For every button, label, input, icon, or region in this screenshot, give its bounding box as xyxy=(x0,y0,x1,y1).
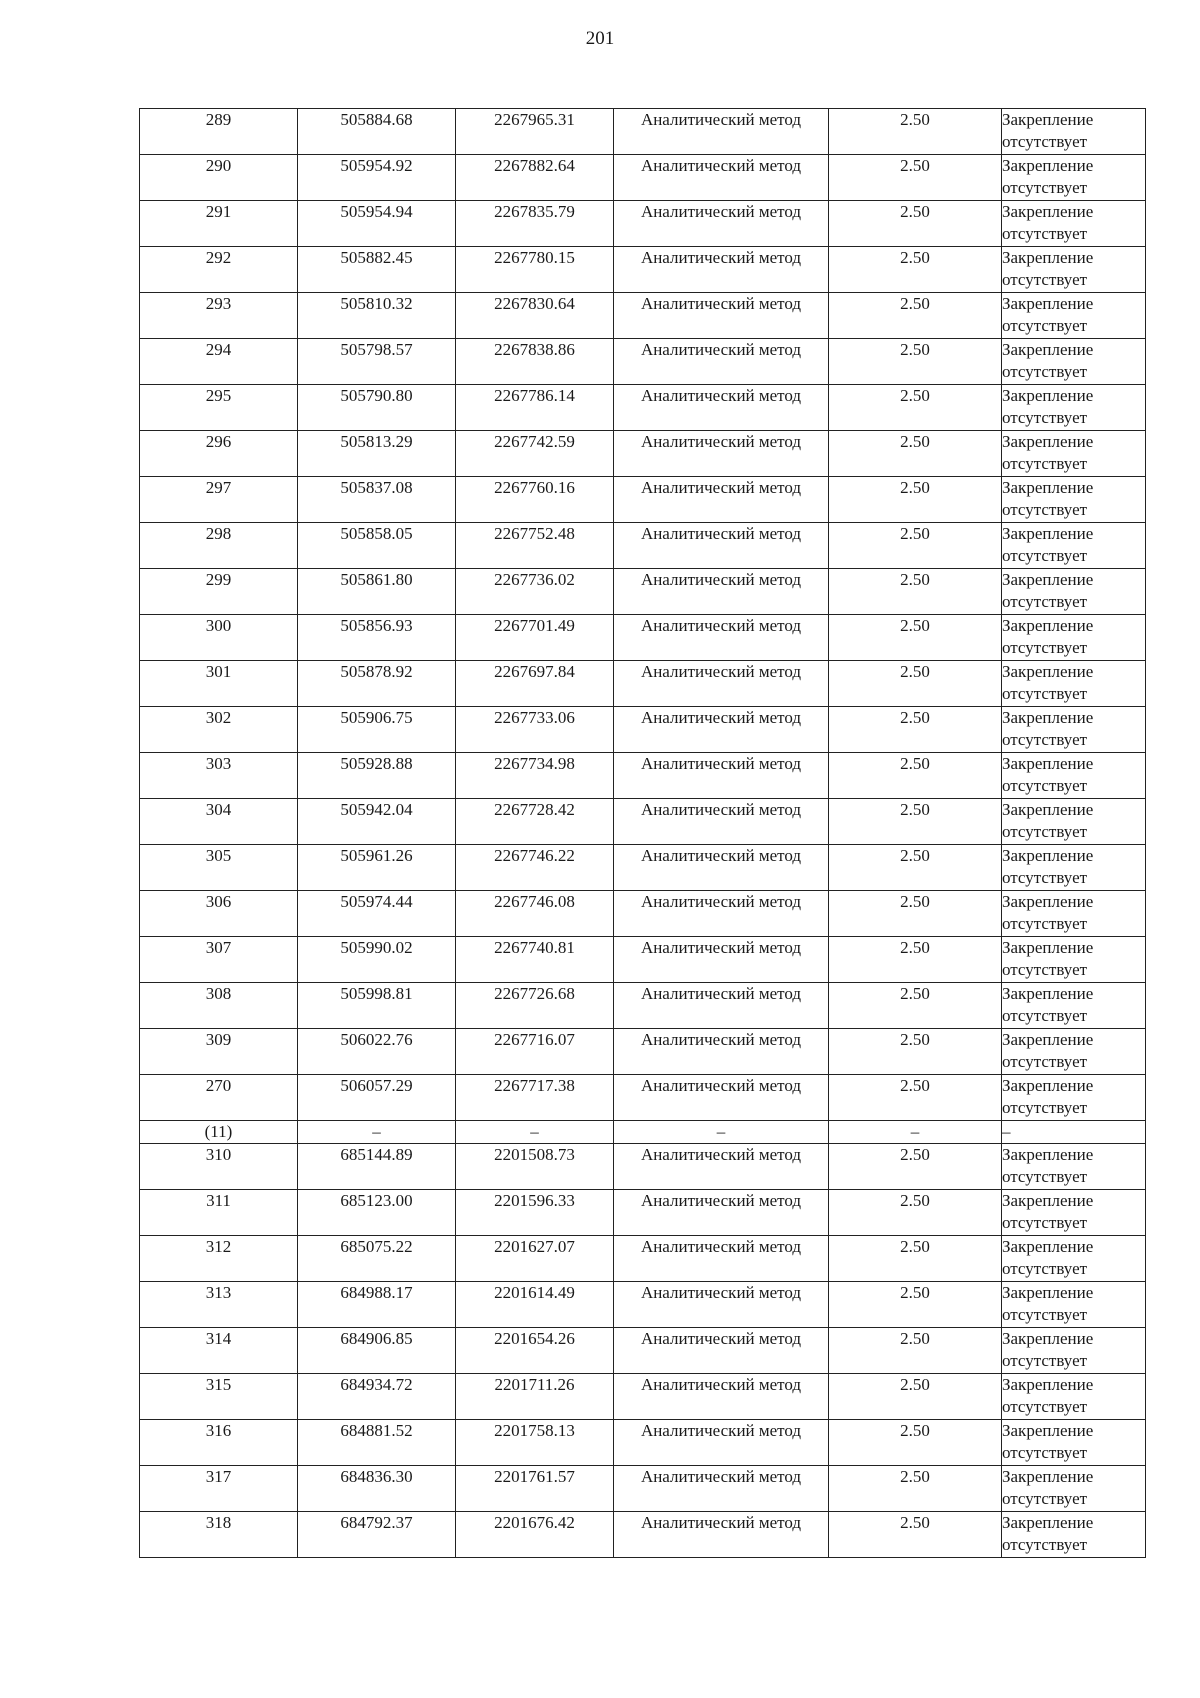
x-coordinate-cell: 685123.00 xyxy=(298,1190,456,1236)
x-coordinate-cell: 505878.92 xyxy=(298,661,456,707)
x-coordinate-cell: 505861.80 xyxy=(298,569,456,615)
accuracy-cell: 2.50 xyxy=(829,891,1002,937)
fixing-cell: Закрепление отсутствует xyxy=(1002,385,1146,431)
accuracy-cell: 2.50 xyxy=(829,339,1002,385)
accuracy-cell: 2.50 xyxy=(829,201,1002,247)
fixing-cell: Закрепление отсутствует xyxy=(1002,201,1146,247)
y-coordinate-cell: 2267726.68 xyxy=(456,983,614,1029)
x-coordinate-cell: 505906.75 xyxy=(298,707,456,753)
fixing-cell: Закрепление отсутствует xyxy=(1002,1282,1146,1328)
method-cell: Аналитический метод xyxy=(614,385,829,431)
y-coordinate-cell: 2267882.64 xyxy=(456,155,614,201)
table-row xyxy=(140,385,1146,431)
table-row xyxy=(140,1144,1146,1190)
table-row xyxy=(140,891,1146,937)
method-cell: Аналитический метод xyxy=(614,615,829,661)
method-cell: Аналитический метод xyxy=(614,1236,829,1282)
point-number-cell: 294 xyxy=(140,339,298,385)
y-coordinate-cell: 2267728.42 xyxy=(456,799,614,845)
y-coordinate-cell: 2267701.49 xyxy=(456,615,614,661)
point-number-cell: 296 xyxy=(140,431,298,477)
table-row xyxy=(140,983,1146,1029)
table-row xyxy=(140,293,1146,339)
y-coordinate-cell: 2201758.13 xyxy=(456,1420,614,1466)
accuracy-cell: 2.50 xyxy=(829,1420,1002,1466)
point-number-cell: 313 xyxy=(140,1282,298,1328)
table-row xyxy=(140,1121,1146,1144)
y-coordinate-cell: 2201508.73 xyxy=(456,1144,614,1190)
method-cell: Аналитический метод xyxy=(614,799,829,845)
accuracy-cell: 2.50 xyxy=(829,753,1002,799)
method-cell: Аналитический метод xyxy=(614,753,829,799)
table-row xyxy=(140,1236,1146,1282)
x-coordinate-cell: 505813.29 xyxy=(298,431,456,477)
point-number-cell: 312 xyxy=(140,1236,298,1282)
point-number-cell: 289 xyxy=(140,109,298,155)
point-number-cell: 310 xyxy=(140,1144,298,1190)
fixing-cell: Закрепление отсутствует xyxy=(1002,523,1146,569)
fixing-cell: Закрепление отсутствует xyxy=(1002,1328,1146,1374)
accuracy-cell: 2.50 xyxy=(829,431,1002,477)
method-cell: Аналитический метод xyxy=(614,1075,829,1121)
x-coordinate-cell: 506057.29 xyxy=(298,1075,456,1121)
accuracy-cell: 2.50 xyxy=(829,937,1002,983)
accuracy-cell: 2.50 xyxy=(829,293,1002,339)
accuracy-cell: 2.50 xyxy=(829,845,1002,891)
y-coordinate-cell: 2267733.06 xyxy=(456,707,614,753)
point-number-cell: 270 xyxy=(140,1075,298,1121)
y-coordinate-cell: 2267760.16 xyxy=(456,477,614,523)
x-coordinate-cell: 684792.37 xyxy=(298,1512,456,1558)
table-row xyxy=(140,339,1146,385)
method-cell: Аналитический метод xyxy=(614,201,829,247)
accuracy-cell: 2.50 xyxy=(829,247,1002,293)
x-coordinate-cell: 505928.88 xyxy=(298,753,456,799)
table-row xyxy=(140,707,1146,753)
method-cell: Аналитический метод xyxy=(614,1420,829,1466)
table-row xyxy=(140,661,1146,707)
accuracy-cell: 2.50 xyxy=(829,1466,1002,1512)
accuracy-cell: 2.50 xyxy=(829,1328,1002,1374)
method-cell: Аналитический метод xyxy=(614,1512,829,1558)
accuracy-cell: 2.50 xyxy=(829,523,1002,569)
fixing-cell: Закрепление отсутствует xyxy=(1002,1144,1146,1190)
y-coordinate-cell: 2267835.79 xyxy=(456,201,614,247)
x-coordinate-cell: 505998.81 xyxy=(298,983,456,1029)
fixing-cell: Закрепление отсутствует xyxy=(1002,845,1146,891)
fixing-cell: Закрепление отсутствует xyxy=(1002,891,1146,937)
fixing-cell: Закрепление отсутствует xyxy=(1002,431,1146,477)
page-number: 201 xyxy=(585,28,615,49)
fixing-cell: Закрепление отсутствует xyxy=(1002,155,1146,201)
table-row xyxy=(140,477,1146,523)
x-coordinate-cell: 505974.44 xyxy=(298,891,456,937)
point-number-cell: 315 xyxy=(140,1374,298,1420)
method-cell: Аналитический метод xyxy=(614,109,829,155)
point-number-cell: 301 xyxy=(140,661,298,707)
fixing-cell: Закрепление отсутствует xyxy=(1002,1075,1146,1121)
table-row xyxy=(140,845,1146,891)
point-number-cell: 302 xyxy=(140,707,298,753)
method-cell: Аналитический метод xyxy=(614,1029,829,1075)
table-row xyxy=(140,247,1146,293)
point-number-cell: 293 xyxy=(140,293,298,339)
point-number-cell: 316 xyxy=(140,1420,298,1466)
method-cell: Аналитический метод xyxy=(614,891,829,937)
method-cell: Аналитический метод xyxy=(614,1144,829,1190)
point-number-cell: 309 xyxy=(140,1029,298,1075)
fixing-cell: Закрепление отсутствует xyxy=(1002,477,1146,523)
y-coordinate-cell: 2267786.14 xyxy=(456,385,614,431)
point-number-cell: 297 xyxy=(140,477,298,523)
table-row xyxy=(140,1075,1146,1121)
fixing-cell: Закрепление отсутствует xyxy=(1002,339,1146,385)
y-coordinate-cell: 2267780.15 xyxy=(456,247,614,293)
y-coordinate-cell: – xyxy=(456,1121,614,1144)
method-cell: Аналитический метод xyxy=(614,1190,829,1236)
x-coordinate-cell: 684836.30 xyxy=(298,1466,456,1512)
fixing-cell: Закрепление отсутствует xyxy=(1002,293,1146,339)
x-coordinate-cell: 684906.85 xyxy=(298,1328,456,1374)
accuracy-cell: 2.50 xyxy=(829,1144,1002,1190)
accuracy-cell: 2.50 xyxy=(829,983,1002,1029)
fixing-cell: Закрепление отсутствует xyxy=(1002,1029,1146,1075)
x-coordinate-cell: – xyxy=(298,1121,456,1144)
table-row xyxy=(140,1029,1146,1075)
point-number-cell: 306 xyxy=(140,891,298,937)
y-coordinate-cell: 2201596.33 xyxy=(456,1190,614,1236)
method-cell: Аналитический метод xyxy=(614,569,829,615)
method-cell: Аналитический метод xyxy=(614,1466,829,1512)
y-coordinate-cell: 2201654.26 xyxy=(456,1328,614,1374)
table-row xyxy=(140,201,1146,247)
point-number-cell: 292 xyxy=(140,247,298,293)
point-number-cell: 307 xyxy=(140,937,298,983)
y-coordinate-cell: 2267742.59 xyxy=(456,431,614,477)
x-coordinate-cell: 505884.68 xyxy=(298,109,456,155)
y-coordinate-cell: 2267740.81 xyxy=(456,937,614,983)
point-number-cell: 299 xyxy=(140,569,298,615)
x-coordinate-cell: 505882.45 xyxy=(298,247,456,293)
fixing-cell: Закрепление отсутствует xyxy=(1002,1512,1146,1558)
accuracy-cell: – xyxy=(829,1121,1002,1144)
coordinates-table xyxy=(139,108,1146,1558)
table-row xyxy=(140,937,1146,983)
accuracy-cell: 2.50 xyxy=(829,569,1002,615)
point-number-cell: 314 xyxy=(140,1328,298,1374)
method-cell: Аналитический метод xyxy=(614,1282,829,1328)
table-row xyxy=(140,615,1146,661)
method-cell: Аналитический метод xyxy=(614,523,829,569)
accuracy-cell: 2.50 xyxy=(829,477,1002,523)
accuracy-cell: 2.50 xyxy=(829,1236,1002,1282)
table-row xyxy=(140,1512,1146,1558)
accuracy-cell: 2.50 xyxy=(829,1512,1002,1558)
y-coordinate-cell: 2201627.07 xyxy=(456,1236,614,1282)
accuracy-cell: 2.50 xyxy=(829,385,1002,431)
method-cell: Аналитический метод xyxy=(614,707,829,753)
table-row xyxy=(140,1466,1146,1512)
accuracy-cell: 2.50 xyxy=(829,1374,1002,1420)
x-coordinate-cell: 505954.92 xyxy=(298,155,456,201)
method-cell: Аналитический метод xyxy=(614,1328,829,1374)
fixing-cell: Закрепление отсутствует xyxy=(1002,753,1146,799)
method-cell: Аналитический метод xyxy=(614,845,829,891)
x-coordinate-cell: 684934.72 xyxy=(298,1374,456,1420)
point-number-cell: 290 xyxy=(140,155,298,201)
y-coordinate-cell: 2201614.49 xyxy=(456,1282,614,1328)
fixing-cell: Закрепление отсутствует xyxy=(1002,661,1146,707)
accuracy-cell: 2.50 xyxy=(829,707,1002,753)
table-row xyxy=(140,753,1146,799)
table-row xyxy=(140,799,1146,845)
fixing-cell: Закрепление отсутствует xyxy=(1002,109,1146,155)
accuracy-cell: 2.50 xyxy=(829,615,1002,661)
y-coordinate-cell: 2267838.86 xyxy=(456,339,614,385)
fixing-cell: Закрепление отсутствует xyxy=(1002,615,1146,661)
y-coordinate-cell: 2267965.31 xyxy=(456,109,614,155)
accuracy-cell: 2.50 xyxy=(829,1282,1002,1328)
x-coordinate-cell: 505810.32 xyxy=(298,293,456,339)
method-cell: Аналитический метод xyxy=(614,247,829,293)
accuracy-cell: 2.50 xyxy=(829,1075,1002,1121)
fixing-cell: Закрепление отсутствует xyxy=(1002,1466,1146,1512)
method-cell: Аналитический метод xyxy=(614,661,829,707)
method-cell: – xyxy=(614,1121,829,1144)
table-row xyxy=(140,1190,1146,1236)
point-number-cell: 291 xyxy=(140,201,298,247)
point-number-cell: 311 xyxy=(140,1190,298,1236)
y-coordinate-cell: 2201711.26 xyxy=(456,1374,614,1420)
table-row xyxy=(140,569,1146,615)
point-number-cell: 308 xyxy=(140,983,298,1029)
y-coordinate-cell: 2267734.98 xyxy=(456,753,614,799)
fixing-cell: – xyxy=(1002,1121,1146,1144)
x-coordinate-cell: 505954.94 xyxy=(298,201,456,247)
table-row xyxy=(140,109,1146,155)
y-coordinate-cell: 2267697.84 xyxy=(456,661,614,707)
y-coordinate-cell: 2267830.64 xyxy=(456,293,614,339)
accuracy-cell: 2.50 xyxy=(829,799,1002,845)
x-coordinate-cell: 505837.08 xyxy=(298,477,456,523)
method-cell: Аналитический метод xyxy=(614,339,829,385)
y-coordinate-cell: 2267716.07 xyxy=(456,1029,614,1075)
accuracy-cell: 2.50 xyxy=(829,1029,1002,1075)
x-coordinate-cell: 505990.02 xyxy=(298,937,456,983)
point-number-cell: (11) xyxy=(140,1121,298,1144)
fixing-cell: Закрепление отсутствует xyxy=(1002,1190,1146,1236)
fixing-cell: Закрепление отсутствует xyxy=(1002,569,1146,615)
accuracy-cell: 2.50 xyxy=(829,1190,1002,1236)
x-coordinate-cell: 685075.22 xyxy=(298,1236,456,1282)
table-row xyxy=(140,1420,1146,1466)
fixing-cell: Закрепление отсутствует xyxy=(1002,983,1146,1029)
point-number-cell: 303 xyxy=(140,753,298,799)
table-row xyxy=(140,1328,1146,1374)
point-number-cell: 318 xyxy=(140,1512,298,1558)
method-cell: Аналитический метод xyxy=(614,155,829,201)
table-row xyxy=(140,155,1146,201)
table-row xyxy=(140,1374,1146,1420)
table-row xyxy=(140,431,1146,477)
x-coordinate-cell: 505798.57 xyxy=(298,339,456,385)
fixing-cell: Закрепление отсутствует xyxy=(1002,1236,1146,1282)
accuracy-cell: 2.50 xyxy=(829,661,1002,707)
point-number-cell: 317 xyxy=(140,1466,298,1512)
x-coordinate-cell: 505961.26 xyxy=(298,845,456,891)
fixing-cell: Закрепление отсутствует xyxy=(1002,707,1146,753)
x-coordinate-cell: 505790.80 xyxy=(298,385,456,431)
y-coordinate-cell: 2267752.48 xyxy=(456,523,614,569)
fixing-cell: Закрепление отсутствует xyxy=(1002,247,1146,293)
fixing-cell: Закрепление отсутствует xyxy=(1002,1374,1146,1420)
y-coordinate-cell: 2267717.38 xyxy=(456,1075,614,1121)
accuracy-cell: 2.50 xyxy=(829,155,1002,201)
x-coordinate-cell: 505856.93 xyxy=(298,615,456,661)
y-coordinate-cell: 2201761.57 xyxy=(456,1466,614,1512)
coordinates-table-body xyxy=(140,109,1146,1558)
y-coordinate-cell: 2267736.02 xyxy=(456,569,614,615)
point-number-cell: 305 xyxy=(140,845,298,891)
point-number-cell: 304 xyxy=(140,799,298,845)
x-coordinate-cell: 684881.52 xyxy=(298,1420,456,1466)
point-number-cell: 298 xyxy=(140,523,298,569)
y-coordinate-cell: 2201676.42 xyxy=(456,1512,614,1558)
point-number-cell: 300 xyxy=(140,615,298,661)
table-row xyxy=(140,523,1146,569)
accuracy-cell: 2.50 xyxy=(829,109,1002,155)
method-cell: Аналитический метод xyxy=(614,293,829,339)
table-row xyxy=(140,1282,1146,1328)
x-coordinate-cell: 685144.89 xyxy=(298,1144,456,1190)
y-coordinate-cell: 2267746.22 xyxy=(456,845,614,891)
y-coordinate-cell: 2267746.08 xyxy=(456,891,614,937)
fixing-cell: Закрепление отсутствует xyxy=(1002,799,1146,845)
point-number-cell: 295 xyxy=(140,385,298,431)
x-coordinate-cell: 684988.17 xyxy=(298,1282,456,1328)
x-coordinate-cell: 505942.04 xyxy=(298,799,456,845)
method-cell: Аналитический метод xyxy=(614,937,829,983)
method-cell: Аналитический метод xyxy=(614,983,829,1029)
method-cell: Аналитический метод xyxy=(614,1374,829,1420)
method-cell: Аналитический метод xyxy=(614,431,829,477)
fixing-cell: Закрепление отсутствует xyxy=(1002,937,1146,983)
x-coordinate-cell: 505858.05 xyxy=(298,523,456,569)
x-coordinate-cell: 506022.76 xyxy=(298,1029,456,1075)
method-cell: Аналитический метод xyxy=(614,477,829,523)
fixing-cell: Закрепление отсутствует xyxy=(1002,1420,1146,1466)
